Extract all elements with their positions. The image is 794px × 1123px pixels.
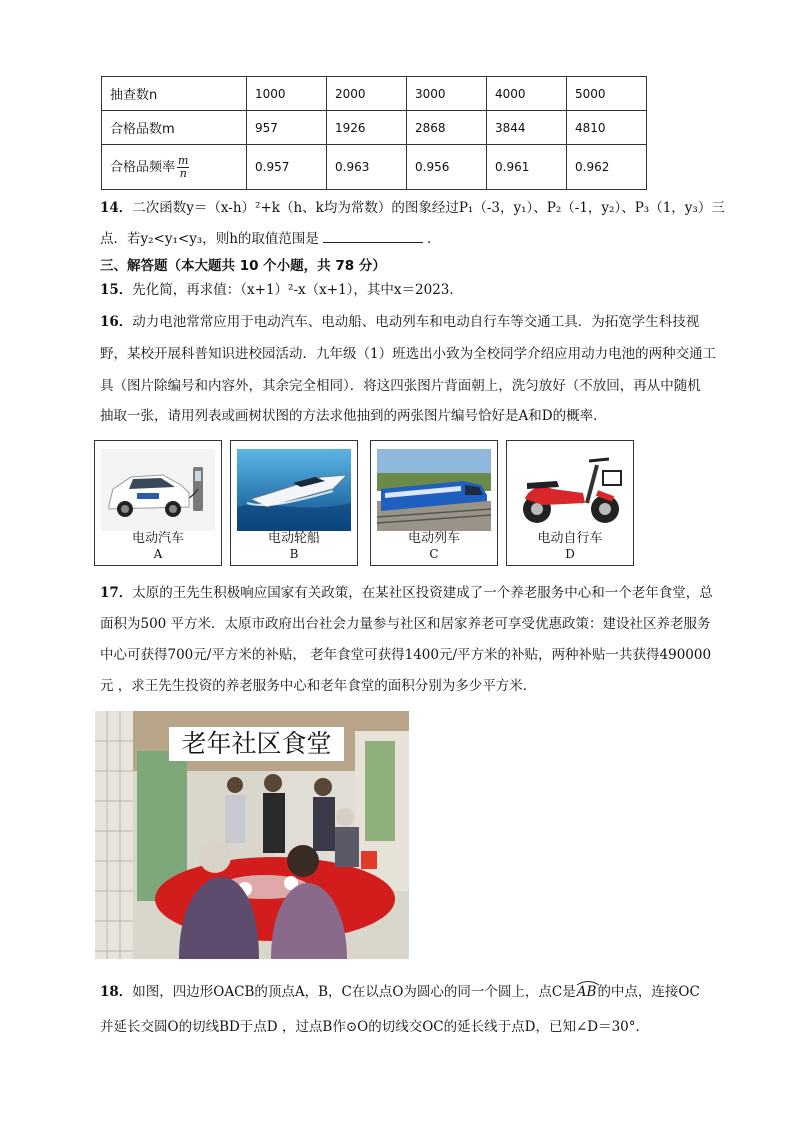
table-cell: 2000 [327, 77, 407, 111]
question-17-line-4: 元 ，求王先生投资的养老服务中心和老年食堂的面积分别为多少平方米． [100, 678, 537, 694]
section-heading: 三、解答题（本大题共 10 个小题，共 78 分） [100, 258, 386, 274]
question-text: 动力电池常常应用于电动汽车、电动船、电动列车和电动自行车等交通工具．为拓宽学生科技视 [132, 314, 700, 330]
electric-bicycle-image [513, 449, 627, 531]
question-number: 18． [100, 984, 133, 1000]
question-17-line-1 [100, 583, 713, 603]
sampling-table [101, 76, 647, 190]
question-17-line-3: 中心可获得700元/平方米的补贴， 老年食堂可获得1400元/平方米的补贴，两种补贴一共获得490000 [100, 647, 712, 663]
canteen-photo [95, 711, 409, 959]
card-caption: 电动列车 [407, 531, 460, 546]
question-number: 17． [100, 585, 133, 601]
table-cell: 4810 [567, 111, 647, 145]
fraction-numerator: m [178, 153, 189, 167]
row-label: 抽查数n [102, 77, 247, 111]
card-letter: A [153, 547, 163, 561]
canteen-sign: 老年社区食堂 [169, 727, 344, 761]
frequency-label: 合格品频率 [110, 159, 176, 175]
question-16-line-4: 抽取一张，请用列表或画树状图的方法求他抽到的两张图片编号恰好是A和D的概率． [100, 408, 607, 424]
question-14-line-2 [100, 228, 440, 249]
question-text: 二次函数y＝（x-h）²+k（h、k均为常数）的图象经过P₁（-3，y₁）、P₂（-1，y₂）、P₃（1，y₃）三 [132, 200, 725, 216]
fraction-denominator: n [179, 166, 187, 180]
question-number: 14． [100, 200, 133, 216]
question-text: 先化简，再求值：（x+1）²-x（x+1），其中x＝2023． [132, 282, 463, 298]
answer-blank[interactable] [323, 228, 423, 243]
question-number: 16． [100, 314, 133, 330]
question-14-line-1 [100, 198, 725, 218]
card-electric-bicycle [506, 440, 634, 566]
row-label [102, 145, 247, 190]
table-row [102, 111, 647, 145]
table-cell: 1926 [327, 111, 407, 145]
question-text: 太原的王先生积极响应国家有关政策，在某社区投资建成了一个养老服务中心和一个老年食堂，总 [132, 585, 713, 601]
card-electric-car [94, 440, 222, 566]
table-row [102, 77, 647, 111]
electric-train-image [377, 449, 491, 531]
table-cell: 2868 [407, 111, 487, 145]
table-cell: 1000 [247, 77, 327, 111]
table-cell: 5000 [567, 77, 647, 111]
card-electric-train [370, 440, 498, 566]
table-cell: 0.962 [567, 145, 647, 190]
question-18-line-1 [100, 982, 700, 1002]
question-18-line-2: 并延长交圆O的切线BD于点D ，过点B作⊙O的切线交OC的延长线于点D，已知∠D＝30°． [100, 1019, 650, 1035]
row-label: 合格品数m [102, 111, 247, 145]
table-cell: 0.961 [487, 145, 567, 190]
fraction-m-over-n [177, 155, 189, 180]
question-16-line-3: 具（图片除编号和内容外，其余完全相同）．将这四张图片背面朝上，洗匀放好（不放回，再从中随机 [100, 378, 701, 394]
question-text: ． [426, 231, 441, 247]
card-caption: 电动汽车 [131, 531, 184, 546]
question-text: 的中点，连接OC [597, 984, 700, 1000]
table-cell: 3844 [487, 111, 567, 145]
table-cell: 0.956 [407, 145, 487, 190]
card-caption: 电动轮船 [267, 531, 320, 546]
table-cell: 3000 [407, 77, 487, 111]
card-caption: 电动自行车 [537, 531, 603, 546]
table-cell: 4000 [487, 77, 567, 111]
question-15 [100, 280, 463, 300]
electric-car-image [101, 449, 215, 531]
table-cell: 957 [247, 111, 327, 145]
card-letter: C [429, 547, 439, 561]
question-text: 点．若y₂<y₁<y₃，则h的取值范围是 [100, 231, 319, 247]
question-17-line-2: 面积为500 平方米．太原市政府出台社会力量参与社区和居家养老可享受优惠政策：建设社区养老服务 [100, 616, 711, 632]
table-cell: 0.963 [327, 145, 407, 190]
table-cell: 0.957 [247, 145, 327, 190]
arc-label: AB [576, 984, 597, 1000]
table-row [102, 145, 647, 190]
card-letter: D [565, 547, 575, 561]
question-number: 15． [100, 282, 133, 298]
electric-boat-image [237, 449, 351, 531]
question-16-line-2: 野，某校开展科普知识进校园活动．九年级（1）班选出小致为全校同学介绍应用动力电池的两种交通工 [100, 346, 717, 362]
arc-symbol-icon [576, 980, 600, 986]
question-16-line-1 [100, 312, 699, 332]
arc-ab [576, 982, 598, 1002]
card-electric-boat [230, 440, 358, 566]
card-letter: B [289, 547, 299, 561]
question-text: 如图，四边形OACB的顶点A，B，C在以点O为圆心的同一个圆上，点C是 [132, 984, 576, 1000]
